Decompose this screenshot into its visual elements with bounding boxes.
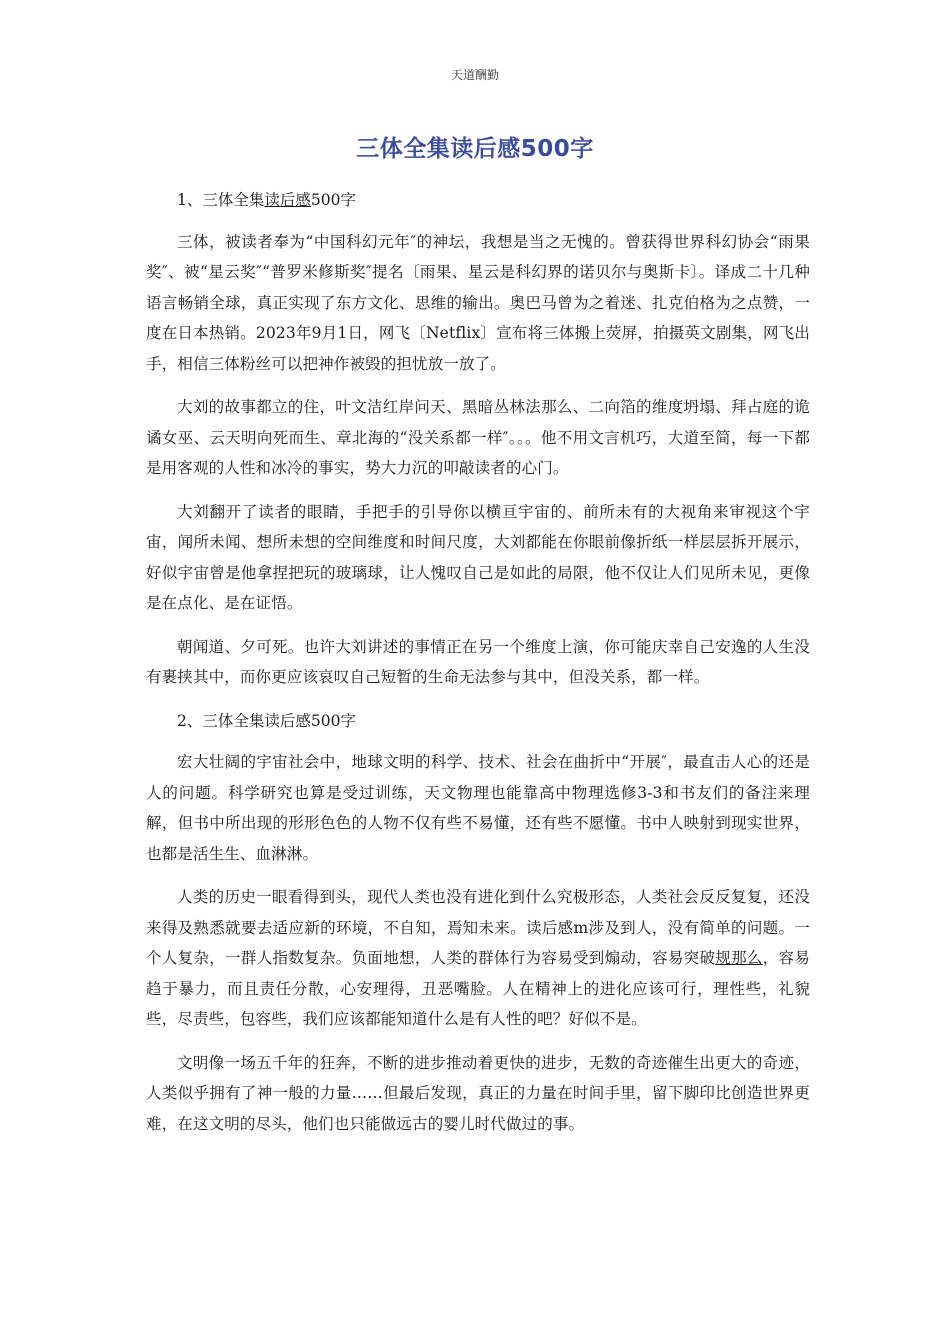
paragraph-text: 人类的历史一眼看得到头，现代人类也没有进化到什么究极形态，人类社会反反复复，还没来得及熟悉就要去适应新的环境，不自知，焉知未来。读后感m涉及到人，没有简单的问题。一个人复杂，一群人指数复杂。负面地想，人类的群体行为容易受到煽动，容易突破 [146, 888, 810, 967]
section-1-prefix: 1、三体全集 [177, 191, 265, 209]
page-header: 天道酬勤 [450, 68, 499, 82]
section-heading-2: 2、三体全集读后感500字 [177, 711, 356, 730]
paragraph: 文明像一场五千年的狂奔，不断的进步推动着更快的进步，无数的奇迹催生出更大的奇迹，人类似乎拥有了神一般的力量……但最后发现，真正的力量在时间手里，留下脚印比创造世界更难，在这文明的尽头，他们也只能做远古的婴儿时代做过的事。 [146, 1053, 810, 1133]
paragraph: 三体，被读者奉为“中国科幻元年″的神坛，我想是当之无愧的。曾获得世界科幻协会“雨果奖″、被“星云奖″“普罗米修斯奖″提名〔雨果、星云是科幻界的诺贝尔与奥斯卡〕。译成二十几种语言畅销全球，真正实现了东方文化、思维的输出。奥巴马曾为之着迷、扎克伯格为之点赞，一度在日本热销。2023年9月1日，网飞〔Netflix〕宣布将三体搬上荧屏，拍摄英文剧集，网飞出手，相信三体粉丝可以把神作被毁的担忧放一放了。 [146, 232, 810, 373]
rules-link[interactable]: 规那么 [715, 949, 763, 967]
document-body [146, 185, 810, 1139]
section-heading-1 [146, 185, 810, 216]
paragraph-text: ，容易趋于暴力，而且责任分散，心安理得，丑恶嘴脸。人在精神上的进化应该可行，理性些，礼貌些，尽责些，包容些，我们应该都能知道什么是有人性的吧？好似不是。 [146, 949, 811, 1028]
review-link[interactable]: 读后感 [264, 191, 311, 209]
paragraph [146, 882, 810, 1035]
paragraph: 宏大壮阔的宇宙社会中，地球文明的科学、技术、社会在曲折中“开展″，最直击人心的还是人的问题。科学研究也算是受过训练，天文物理也能靠高中物理选修3-3和书友们的备注来理解，但书中所出现的形形色色的人物不仅有些不易懂，还有些不愿懂。书中人映射到现实世界，也都是活生生、血淋淋。 [146, 753, 810, 863]
document-title: 三体全集读后感500字 [356, 136, 594, 162]
section-1-suffix: 500字 [310, 191, 356, 209]
paragraph: 大刘翻开了读者的眼睛，手把手的引导你以横亘宇宙的、前所未有的大视角来审视这个宇宙，闻所未闻、想所未想的空间维度和时间尺度，大刘都能在你眼前像折纸一样层层拆开展示，好似宇宙曾是他拿捏把玩的玻璃球，让人愧叹自己是如此的局限，他不仅让人们见所未见，更像是在点化、是在证悟。 [146, 502, 810, 612]
paragraph: 朝闻道、夕可死。也许大刘讲述的事情正在另一个维度上演，你可能庆幸自己安逸的人生没有裹挟其中，而你更应该哀叹自己短暂的生命无法参与其中，但没关系，都一样。 [146, 637, 810, 686]
paragraph: 大刘的故事都立的住，叶文洁红岸问天、黑暗丛林法那么、二向箔的维度坍塌、拜占庭的诡谲女巫、云天明向死而生、章北海的“没关系都一样″。。。他不用文言机巧，大道至简，每一下都是用客观的人性和冰冷的事实，势大力沉的叩敲读者的心门。 [146, 398, 810, 477]
